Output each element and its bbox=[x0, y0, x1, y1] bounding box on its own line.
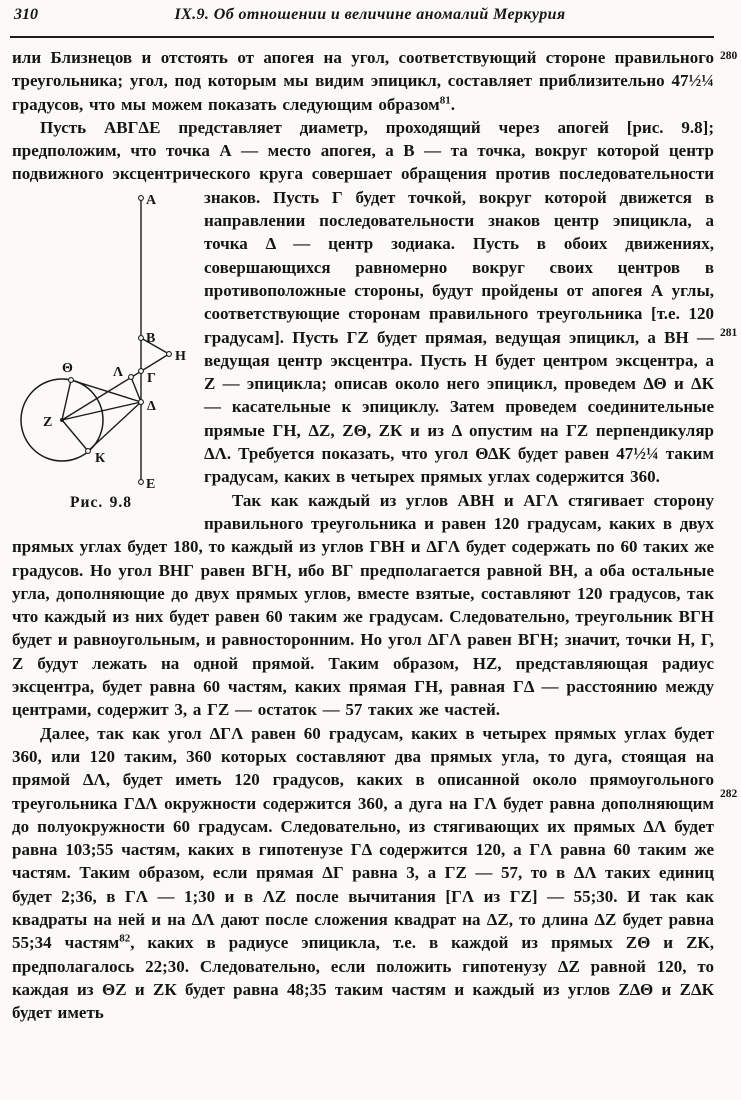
figure-label-B: В bbox=[146, 330, 156, 346]
figure-9-8-drawing bbox=[12, 189, 196, 489]
point-Lambda bbox=[129, 374, 134, 379]
point-H bbox=[167, 351, 172, 356]
figure-label-Lambda: Λ bbox=[113, 364, 124, 380]
paragraph-3: Так как каждый из углов АВН и АГΛ стягивает сторону правильного треугольника и равен 120 градусам, каких в двух прямых углах будет 180, то каждый из углов ГВН и ΔГΛ будет содержать по 60 таких же градусов. Но угол ВНГ равен ВГН, ибо ВГ предполагается равной ВН, а оба остальные угла, дополняющие до двух прямых углов, вместе взятые, составляют 120 градусов, так что каждый из них будет равен 60 таким же градусам. Следовательно, треугольник ВГН будет и равноугольным, и равносторонним. Но угол ΔГΛ равен ВГН; значит, точки Н, Г, Z будут лежать на одной прямой. Таким образом, HZ, представляющая радиус эксцентра, будет равна 60 частям, каких прямая ГН, равная ГΔ — расстоянию между центрами, содержит 3, а ГZ — остаток — 57 таких же частей. bbox=[12, 490, 714, 720]
line-ThetaDelta bbox=[71, 380, 141, 402]
figure-label-Z: Z bbox=[43, 414, 53, 430]
margin-line-number: 280 bbox=[720, 50, 738, 62]
line-ZK bbox=[62, 420, 88, 451]
paragraph-4 bbox=[12, 722, 714, 1025]
page-number: 310 bbox=[14, 6, 38, 23]
point-Delta bbox=[139, 399, 144, 404]
body-text bbox=[12, 46, 714, 1024]
point-K bbox=[86, 448, 91, 453]
point-Theta bbox=[69, 377, 74, 382]
figure-label-K: К bbox=[95, 450, 106, 466]
point-Z bbox=[60, 418, 64, 422]
figure-label-Gamma: Г bbox=[147, 370, 156, 386]
paragraph-1-text: или Близнецов и отстоять от апогея на угол, соответствующий стороне правильного треугольника; угол, под которым мы видим эпицикл, составляет приблизительно 47½¼ градусов, что мы можем показать следующим образом bbox=[12, 48, 714, 114]
paragraph-4-text-a: Далее, так как угол ΔГΛ равен 60 градусам, каких в четырех прямых углах будет 360, или 120 таким, 360 которых составляют два прямых угла, то дуга, стоящая на прямой ΔΛ, будет иметь 120 градусов, каких в описанной около прямоугольного треугольника ГΔΛ окружности содержится 360, а дуга на ГΛ будет равна дополняющим до полуокружности 60 градусам. Следовательно, из стягивающих их прямых ΔΛ будет равна 103;55 частям, каких в гипотенузе ГΔ содержится 120, а ГΛ равна 60 таким же частям. Таким образом, если прямая ΔГ равна 3, а ГZ — 57, то в ΔΛ таких единиц будет 2;36, в ГΛ — 1;30 и в ΛZ после вычитания [ГΛ из ГZ] — 55;30. И так как квадраты на ней и на ΔΛ дают после сложения квадрат на ΔZ, то длина ΔZ будет равна 55;34 частям bbox=[12, 723, 714, 953]
figure-label-Theta: Θ bbox=[62, 360, 73, 376]
running-title: IX.9. Об отношении и величине аномалий Меркурия bbox=[174, 6, 566, 23]
paragraph-1-period: . bbox=[450, 94, 456, 114]
paragraph-1 bbox=[12, 46, 714, 116]
paragraph-2-text-a: Пусть АВГΔЕ представляет диаметр, проходящий через апогей [рис. 9.8]; предположим, что точка А — место апогея, а В — та точка, вокруг которой центр подвижного эксцентрического круга совершает обращения против последовательности знаков. Пусть Г будет точкой, вокруг bbox=[12, 117, 714, 207]
margin-line-number: 282 bbox=[720, 788, 738, 800]
point-B bbox=[139, 335, 144, 340]
figure-9-8 bbox=[12, 189, 196, 514]
paragraph-2 bbox=[12, 116, 714, 511]
line-ZTheta bbox=[62, 380, 71, 420]
point-Gamma bbox=[139, 368, 144, 373]
header-rule bbox=[10, 36, 714, 38]
margin-line-number: 281 bbox=[720, 327, 738, 339]
figure-label-Delta: Δ bbox=[147, 398, 156, 414]
paragraph-2-text-b: которой движется в направлении последовательности знаков центр эпицикла, а точка Δ — центр зодиака. Пусть в обоих движениях, совершающихся равномерно вокруг своих центров в противоположные стороны, будут пройдены от апогея А углы, соответствующие сторонам правильного треугольника [т.е. 120 градусам]. Пусть ГZ будет прямая, ведущая эпицикл, а ВН — ведущая центр эксцентра. Пусть Н будет центром эксцентра, а Z — эпицикла; описав около него эпицикл, проведем ΔΘ и ΔК — касательные к эпициклу. Затем проведем соединительные прямые ГН, ΔZ, ZΘ, ZК и из Δ опустим на ГZ перпендикуляр ΔΛ. Требуется показать, что угол ΘΔК будет равен 47½¼ таким градусам, каких в четырех прямых углах содержится 360. bbox=[204, 187, 714, 487]
point-E bbox=[139, 479, 144, 484]
footnote-ref-82: 82 bbox=[119, 932, 131, 945]
footnote-ref-81: 81 bbox=[439, 93, 451, 106]
line-ZDelta bbox=[62, 402, 141, 420]
figure-label-H: Н bbox=[175, 348, 186, 364]
figure-caption: Рис. 9.8 bbox=[70, 493, 132, 511]
figure-label-A: А bbox=[146, 192, 157, 208]
figure-label-E: Е bbox=[146, 476, 156, 489]
line-DeltaLambda bbox=[131, 377, 141, 402]
paragraph-4-text-b: , каких в радиусе эпицикла, т.е. в каждой из прямых ZΘ и ZК, предполагалось 22;30. Следовательно, если положить гипотенузу ΔZ равной 120, то каждая из ΘZ и ZК будет равна 48;35 таким частям и каждый из углов ZΔΘ и ZΔК будет иметь bbox=[12, 933, 715, 1023]
point-A bbox=[139, 195, 144, 200]
line-KDelta bbox=[88, 402, 141, 451]
